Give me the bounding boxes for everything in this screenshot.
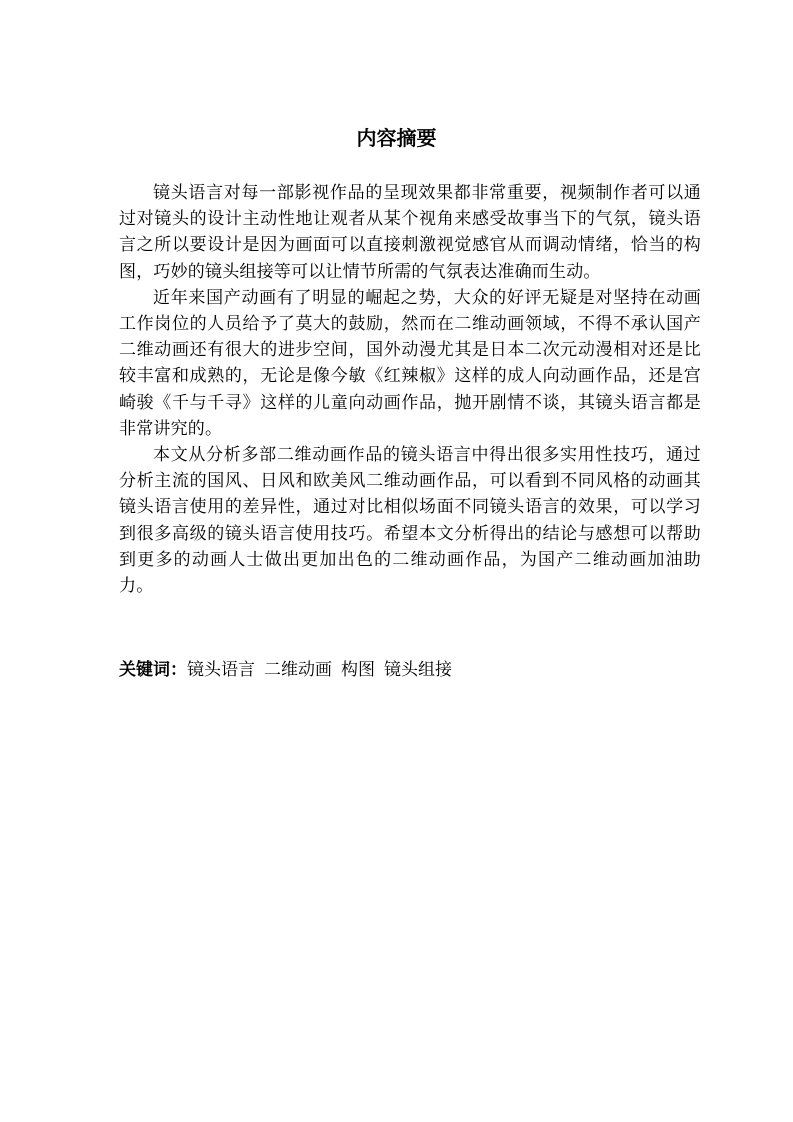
keywords-line bbox=[119, 657, 701, 683]
abstract-paragraph-3: 本文从分析多部二维动画作品的镜头语言中得出很多实用性技巧，通过分析主流的国风、日风和欧美风二维动画作品，可以看到不同风格的动画其镜头语言使用的差异性，通过对比相似场面不同镜头语言的效果，可以学习到很多高级的镜头语言使用技巧。希望本文分析得出的结论与感想可以帮助到更多的动画人士做出更加出色的二维动画作品，为国产二维动画加油助力。 bbox=[119, 445, 701, 597]
abstract-body bbox=[119, 180, 701, 599]
abstract-paragraph-1: 镜头语言对每一部影视作品的呈现效果都非常重要，视频制作者可以通过对镜头的设计主动性地让观者从某个视角来感受故事当下的气氛，镜头语言之所以要设计是因为画面可以直接刺激视觉感官从而调动情绪，恰当的构图，巧妙的镜头组接等可以让情节所需的气氛表达准确而生动。 bbox=[119, 183, 701, 282]
keyword-item: 镜头组接 bbox=[384, 660, 452, 680]
keywords-label: 关键词： bbox=[119, 660, 187, 680]
keyword-item: 二维动画 bbox=[264, 660, 332, 680]
keyword-item: 构图 bbox=[341, 660, 375, 680]
abstract-paragraph-2: 近年来国产动画有了明显的崛起之势，大众的好评无疑是对坚持在动画工作岗位的人员给予了莫大的鼓励，然而在二维动画领域，不得不承认国产二维动画还有很大的进步空间，国外动漫尤其是日本二次元动漫相对还是比较丰富和成熟的，无论是像今敏《红辣椒》这样的成人向动画作品，还是宫崎骏《千与千寻》这样的儿童向动画作品，抛开剧情不谈，其镜头语言都是非常讲究的。 bbox=[119, 287, 701, 439]
keyword-item: 镜头语言 bbox=[187, 660, 255, 680]
page-title: 内容摘要 bbox=[356, 126, 437, 150]
